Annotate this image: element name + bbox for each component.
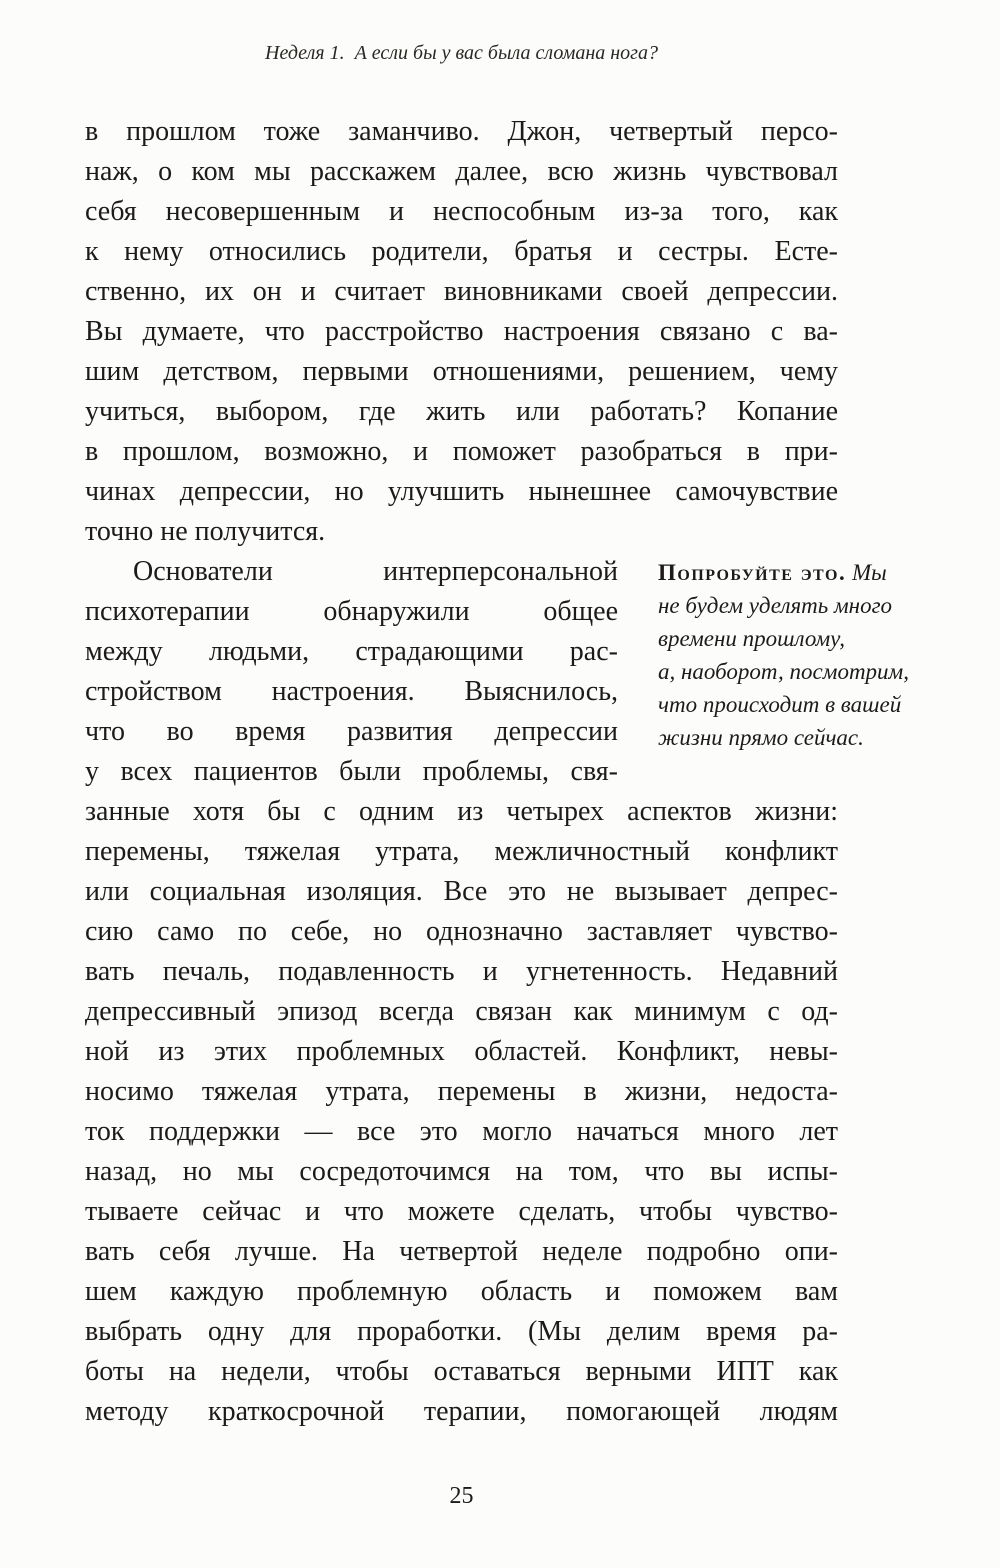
text-line: а, наоборот, посмотрим, — [658, 659, 909, 684]
running-head-chapter: Неделя 1. — [265, 42, 345, 64]
text-line: чинах депрессии, но улучшить нынешнее самочувствие — [85, 476, 838, 507]
running-head-title: А если бы у вас была сломана нога? — [354, 42, 658, 64]
text-line: боты на недели, чтобы оставаться верными ИПТ как — [85, 1356, 838, 1387]
paragraph-2-narrow-block — [85, 552, 618, 792]
text-line: к нему относились родители, братья и сестры. Есте- — [85, 236, 838, 267]
text-line: учиться, выбором, где жить или работать? Копание — [85, 396, 838, 427]
text-line: Основатели интерперсональной — [133, 556, 618, 587]
body-text-column — [85, 112, 838, 1432]
text-line: не будем уделять много — [658, 593, 893, 618]
text-line: или социальная изоляция. Все это не вызывает депрес- — [85, 876, 838, 907]
text-line: методу краткосрочной терапии, помогающей людям — [85, 1396, 838, 1427]
text-line: ственно, их он и считает виновниками своей депрессии. — [85, 276, 838, 307]
text-line: себя несовершенным и неспособным из-за того, как — [85, 196, 838, 227]
text-line: времени прошлому, — [658, 626, 845, 651]
text-line: у всех пациентов были проблемы, свя- — [85, 756, 618, 787]
text-line: в прошлом, возможно, и поможет разобраться в при- — [85, 436, 838, 467]
text-line: депрессивный эпизод всегда связан как минимум с од- — [85, 996, 838, 1027]
text-line: психотерапии обнаружили общее — [85, 596, 618, 627]
margin-note-first-line — [658, 556, 948, 589]
text-line: носимо тяжелая утрата, перемены в жизни, недоста- — [85, 1076, 838, 1107]
text-line: что происходит в вашей — [658, 692, 902, 717]
paragraph-2-wide-block — [85, 792, 838, 1432]
paragraph-1 — [85, 112, 838, 512]
text-line: Вы думаете, что расстройство настроения связано с ва- — [85, 316, 838, 347]
paragraph-1-last-line: точно не получится. — [85, 516, 326, 547]
margin-note-lead: Попробуйте это. — [658, 560, 847, 585]
text-line: ной из этих проблемных областей. Конфликт, невы- — [85, 1036, 838, 1067]
text-line: в прошлом тоже заманчиво. Джон, четвертый персо- — [85, 116, 838, 147]
text-line: выбрать одну для проработки. (Мы делим время ра- — [85, 1316, 838, 1347]
text-line: стройством настроения. Выяснилось, — [85, 676, 618, 707]
text-line: занные хотя бы с одним из четырех аспектов жизни: — [85, 796, 838, 827]
text-line: назад, но мы сосредоточимся на том, что вы испы- — [85, 1156, 838, 1187]
page-number: 25 — [449, 1483, 474, 1509]
text-line: вать печаль, подавленность и угнетенность. Недавний — [85, 956, 838, 987]
text-line: перемены, тяжелая утрата, межличностный конфликт — [85, 836, 838, 867]
text-line: шим детством, первыми отношениями, решением, чему — [85, 356, 838, 387]
text-line: что во время развития депрессии — [85, 716, 618, 747]
running-head — [85, 42, 838, 65]
text-line: между людьми, страдающими рас- — [85, 636, 618, 667]
text-line: тываете сейчас и что можете сделать, чтобы чувство- — [85, 1196, 838, 1227]
text-line: наж, о ком мы расскажем далее, всю жизнь чувствовал — [85, 156, 838, 187]
text-line: жизни прямо сейчас. — [658, 725, 864, 750]
margin-note — [658, 556, 948, 754]
text-line: ток поддержки — все это могло начаться много лет — [85, 1116, 838, 1147]
text-line: сию само по себе, но однозначно заставляет чувство- — [85, 916, 838, 947]
text-line: вать себя лучше. На четвертой неделе подробно опи- — [85, 1236, 838, 1267]
text-line: шем каждую проблемную область и поможем вам — [85, 1276, 838, 1307]
margin-note-first-line-rest: Мы — [851, 560, 887, 585]
margin-note-lines — [658, 589, 948, 754]
